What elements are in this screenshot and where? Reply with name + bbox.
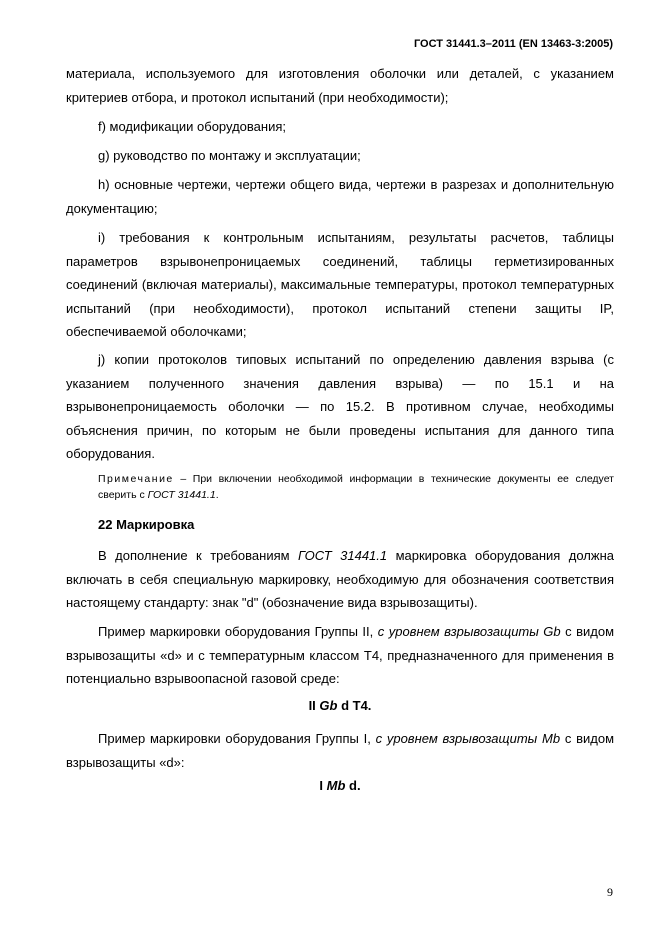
list-item-h: h) основные чертежи, чертежи общего вида, чертежи в разрезах и дополнительную документацию; (66, 177, 614, 216)
page-number: 9 (607, 885, 613, 899)
m2-b: d. (345, 778, 361, 793)
standard-header: ГОСТ 31441.3–2011 (EN 13463-3:2005) (413, 38, 613, 50)
p2-text-a: Пример маркировки оборудования Группы II, (98, 624, 378, 639)
p3-italic: с уровнем взрывозащиты Mb (375, 731, 561, 746)
marking-example-1 (66, 698, 614, 713)
paragraph-example-group-ii (66, 620, 614, 691)
list-item-j: j) копии протоколов типовых испытаний по определению давления взрыва (с указанием полученного значения давления взрыва) — по 15.1 и на взрывонепроницаемость оболочки — по 15.2. В противном случае, необходимы объяснения причин, по которым не были проведены испытания для данного типа оборудования. (66, 352, 614, 461)
list-item-f: f) модификации оборудования; (98, 119, 286, 134)
p1-reference: ГОСТ 31441.1 (298, 548, 388, 563)
m1-a: II (308, 698, 320, 713)
p2-text-b: с видом взрывозащиты «d» и с температурным классом Т4, предназначенного для применения в потенциально взрывоопасной газовой среде: (66, 624, 615, 686)
p2-italic: с уровнем взрывозащиты Gb (377, 624, 561, 639)
paragraph-example-group-i (66, 727, 614, 774)
p1-text-a: В дополнение к требованиям (98, 548, 299, 563)
m2-a: I (319, 778, 327, 793)
p1-text-b: маркировка оборудования должна включать в себя специальную маркировку, необходимую для обозначения соответствия настоящему стандарту: знак "d" (обозначение вида взрывозащиты). (66, 548, 614, 610)
p3-text-a: Пример маркировки оборудования Группы I, (98, 731, 376, 746)
m2-italic: Mb (326, 778, 346, 793)
note-end: . (215, 489, 219, 501)
list-item-g: g) руководство по монтажу и эксплуатации; (98, 148, 361, 163)
note (98, 471, 614, 503)
m1-italic: Gb (319, 698, 338, 713)
paragraph-marking (66, 544, 614, 615)
paragraph-continuation: материала, используемого для изготовления оболочки или деталей, с указанием критериев отбора, и протокол испытаний (при необходимости); (66, 66, 614, 105)
note-text: – При включении необходимой информации в технические документы ее следует сверить с (98, 473, 614, 501)
marking-example-2 (66, 778, 614, 793)
section-heading: 22 Маркировка (98, 517, 195, 532)
note-label: Примечание (98, 473, 174, 485)
m1-b: d T4. (337, 698, 372, 713)
p3-text-b: с видом взрывозащиты «d»: (66, 731, 615, 770)
list-item-i: i) требования к контрольным испытаниям, результаты расчетов, таблицы параметров взрывонепроницаемых соединений, таблицы герметизированных соединений (включая материалы), максимальные температуры, протокол температурных испытаний (при необходимости), протокол испытаний степени защиты IP, обеспечиваемой оболочками; (66, 230, 614, 339)
note-reference: ГОСТ 31441.1 (147, 489, 216, 501)
